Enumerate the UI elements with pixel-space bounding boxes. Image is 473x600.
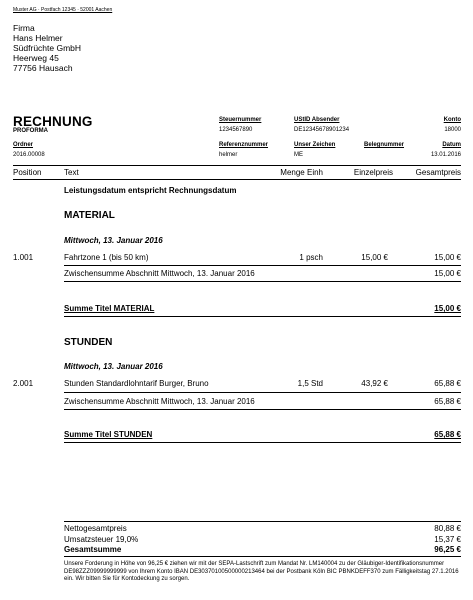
ordner-value: 2016.00008	[13, 152, 45, 158]
beleg-label: Belegnummer	[364, 142, 405, 148]
item-gesamtpreis: 65,88 €	[434, 379, 461, 388]
title-total-value-material: 15,00 €	[434, 304, 461, 313]
recipient-line: Südfrüchte GmbH	[13, 43, 82, 53]
referenz-value: helmer	[219, 152, 238, 158]
zeichen-value: ME	[294, 152, 303, 158]
recipient-line: Hans Helmer	[13, 33, 63, 43]
referenz-label: Referenznummer	[219, 142, 269, 148]
steuernummer-label: Steuernummer	[219, 117, 262, 123]
zeichen-label: Unser Zeichen	[294, 142, 336, 148]
datum-value: 13.01.2016	[430, 152, 461, 158]
ustid-label: UStID Absender	[294, 117, 340, 123]
col-position: Position	[13, 168, 42, 177]
subtotal-rule	[64, 392, 461, 393]
subtotal-value: 65,88 €	[434, 397, 461, 406]
recipient-line: Heerweg 45	[13, 53, 59, 63]
header-top-rule	[13, 165, 461, 166]
konto-value: 18000	[444, 127, 461, 133]
totals-bottom-rule	[64, 556, 461, 557]
subtotal-value: 15,00 €	[434, 269, 461, 278]
netto-value: 80,88 €	[434, 524, 461, 533]
ordner-label: Ordner	[13, 142, 34, 148]
section-date-stunden: Mittwoch, 13. Januar 2016	[64, 362, 163, 371]
subtotal-label: Zwischensumme Abschnitt Mittwoch, 13. Januar 2016	[64, 269, 255, 278]
steuernummer-value: 1234567890	[219, 127, 253, 133]
item-text: Stunden Standardlohntarif Burger, Bruno	[64, 379, 209, 388]
netto-label: Nettogesamtpreis	[64, 524, 127, 533]
item-einzelpreis: 43,92 €	[361, 379, 388, 388]
item-position: 2.001	[13, 379, 34, 388]
section-heading-stunden: STUNDEN	[64, 337, 113, 348]
col-text: Text	[64, 168, 79, 177]
item-menge: 1,5 Std	[297, 379, 323, 388]
sepa-footer-note: Unsere Forderung in Höhe von 96,25 € ziehen wir mit der SEPA-Lastschrift zum Mandat Nr. LM140004 zu der Gläubiger-Identifikationsnummer DE98ZZZ09999999999 von Ihrem Konto IBAN DE30370100500000213464 bei der Postbank Köln BIC PBNKDEFF370 zum Fälligkeitstag 27.1.2016 ein. Wir bitten Sie für Kontodeckung zu sorgen.	[64, 561, 459, 582]
title-total-label-material: Summe Titel MATERIAL	[64, 304, 155, 313]
subtotal-rule	[64, 265, 461, 266]
title-total-rule	[64, 316, 461, 317]
col-einzelpreis: Einzelpreis	[353, 168, 393, 177]
ust-value: 15,37 €	[434, 535, 461, 544]
recipient-line: Firma	[13, 23, 35, 33]
leistungsdatum-note: Leistungsdatum entspricht Rechnungsdatum	[64, 186, 237, 195]
title-total-label-stunden: Summe Titel STUNDEN	[64, 430, 153, 439]
title-total-rule	[64, 442, 461, 443]
konto-label: Konto	[443, 117, 461, 123]
document-title: RECHNUNG	[13, 114, 93, 129]
sender-line: Muster AG · Postfach 12345 · 52001 Aachen	[13, 7, 113, 13]
section-heading-material: MATERIAL	[64, 210, 115, 221]
item-position: 1.001	[13, 253, 34, 262]
item-text: Fahrtzone 1 (bis 50 km)	[64, 253, 149, 262]
document-subtitle: PROFORMA	[13, 128, 48, 134]
ustid-value: DE12345678901234	[294, 127, 350, 133]
ust-label: Umsatzsteuer 19,0%	[64, 535, 139, 544]
header-bottom-rule	[13, 179, 461, 180]
title-total-value-stunden: 65,88 €	[434, 430, 461, 439]
item-gesamtpreis: 15,00 €	[434, 253, 461, 262]
subtotal-label: Zwischensumme Abschnitt Mittwoch, 13. Januar 2016	[64, 397, 255, 406]
col-menge: Menge Einh	[280, 168, 323, 177]
recipient-line: 77756 Hausach	[13, 63, 73, 73]
datum-label: Datum	[442, 142, 461, 148]
gesamt-value: 96,25 €	[434, 545, 461, 554]
gesamt-label: Gesamtsumme	[64, 545, 122, 554]
section-date-material: Mittwoch, 13. Januar 2016	[64, 236, 163, 245]
recipient-address	[13, 23, 81, 73]
subtotal-bottom-rule	[64, 409, 461, 410]
subtotal-bottom-rule	[64, 281, 461, 282]
totals-top-rule	[64, 521, 461, 522]
item-einzelpreis: 15,00 €	[361, 253, 388, 262]
item-menge: 1 psch	[299, 253, 323, 262]
col-gesamtpreis: Gesamtpreis	[415, 168, 461, 177]
